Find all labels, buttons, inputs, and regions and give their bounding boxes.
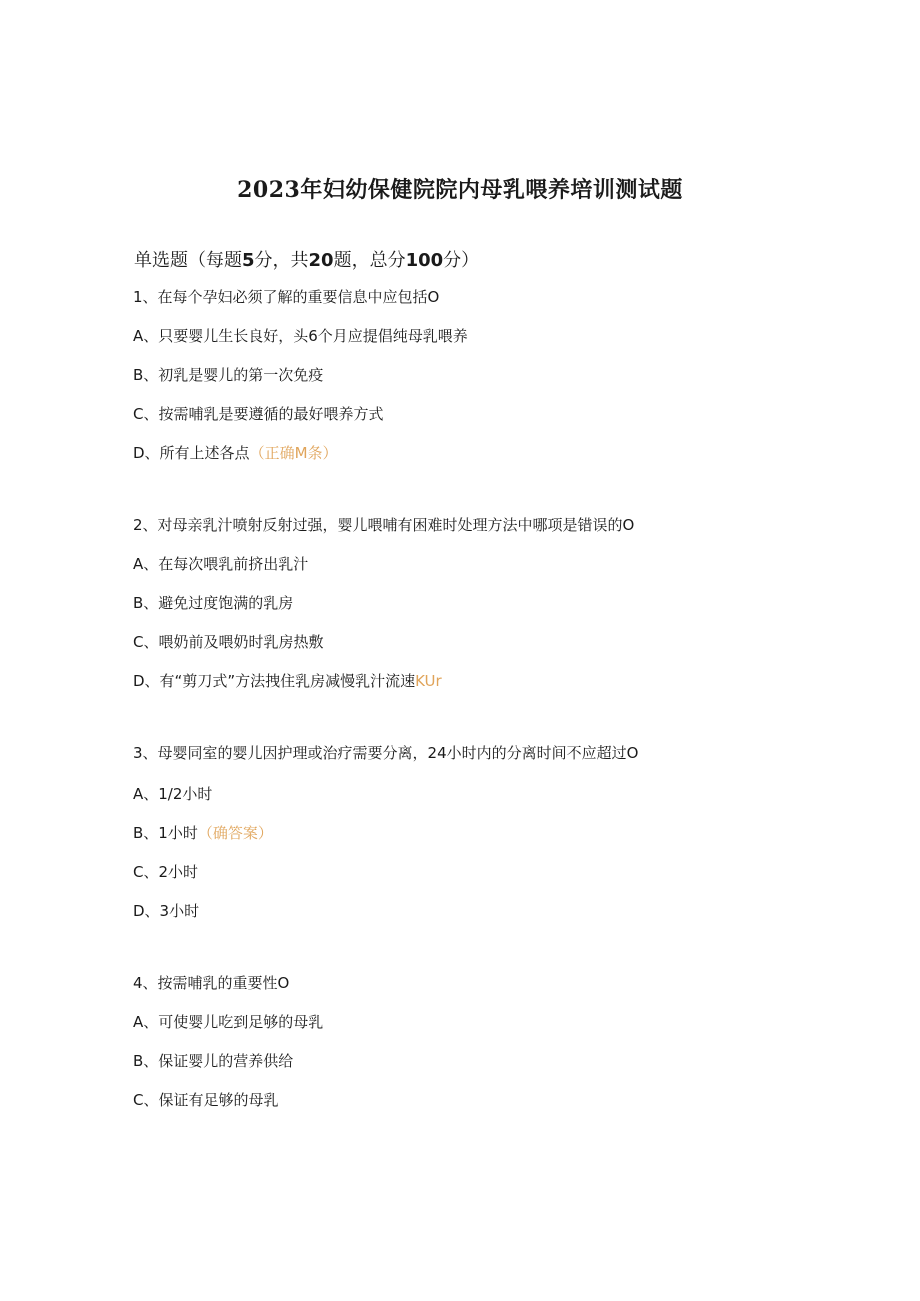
question-4-option-b xyxy=(133,1050,293,1072)
document-title: 2023年妇幼保健院院内母乳喂养培训测试题 xyxy=(237,177,683,203)
option-text: C、按需哺乳是要遵循的最好喂养方式 xyxy=(133,405,384,423)
question-4-option-a xyxy=(133,1011,323,1033)
question-1-option-d xyxy=(133,442,338,464)
question-3-option-a xyxy=(133,783,212,805)
question-2-option-b xyxy=(133,592,293,614)
question-2-option-a xyxy=(133,553,308,575)
option-text: C、保证有足够的母乳 xyxy=(133,1091,279,1109)
option-text: C、2小时 xyxy=(133,863,199,881)
option-text: B、避免过度饱满的乳房 xyxy=(133,594,294,612)
option-text: C、喂奶前及喂奶时乳房热敷 xyxy=(133,633,324,651)
question-3-option-b xyxy=(133,822,273,844)
section-label-a: 单选题（每题 xyxy=(134,250,242,271)
section-question-count: 20 xyxy=(308,250,334,271)
question-3-option-d xyxy=(133,900,199,922)
section-points-per-question: 5 xyxy=(242,250,255,271)
option-text: B、初乳是婴儿的第一次免疫 xyxy=(133,366,324,384)
option-text: B、1小时 xyxy=(133,824,198,842)
option-text: D、所有上述各点 xyxy=(133,444,250,462)
answer-mark: （正确M条） xyxy=(249,444,338,462)
question-4-option-c xyxy=(133,1089,278,1111)
question-3-stem: 3、母婴同室的婴儿因护理或治疗需要分离，24小时内的分离时间不应超过O xyxy=(133,744,639,762)
question-1-option-a xyxy=(133,325,468,347)
option-text: D、有“剪刀式”方法拽住乳房减慢乳汁流速 xyxy=(133,672,416,690)
section-label-d: 分） xyxy=(443,250,480,271)
question-1-option-b xyxy=(133,364,323,386)
section-total-score: 100 xyxy=(405,250,444,271)
section-label-c: 题，总分 xyxy=(333,250,406,271)
option-text: A、可使婴儿吃到足够的母乳 xyxy=(133,1013,324,1031)
question-3-option-c xyxy=(133,861,198,883)
section-label-b: 分，共 xyxy=(254,250,309,271)
option-text: B、保证婴儿的营养供给 xyxy=(133,1052,294,1070)
question-2-stem: 2、对母亲乳汁喷射反射过强，婴儿喂哺有困难时处理方法中哪项是错误的O xyxy=(133,516,635,534)
option-text: A、1/2小时 xyxy=(133,785,213,803)
option-text: D、3小时 xyxy=(133,902,200,920)
question-2-option-d xyxy=(133,670,442,692)
question-1-stem: 1、在每个孕妇必须了解的重要信息中应包括O xyxy=(133,288,440,306)
question-2-option-c xyxy=(133,631,323,653)
question-1-option-c xyxy=(133,403,383,425)
answer-mark: （确答案） xyxy=(197,824,273,842)
section-heading xyxy=(134,247,479,275)
option-text: A、在每次喂乳前挤出乳汁 xyxy=(133,555,309,573)
answer-mark: KUr xyxy=(415,672,442,690)
option-text: A、只要婴儿生长良好，头6个月应提倡纯母乳喂养 xyxy=(133,327,468,345)
question-4-stem: 4、按需哺乳的重要性O xyxy=(133,974,290,992)
